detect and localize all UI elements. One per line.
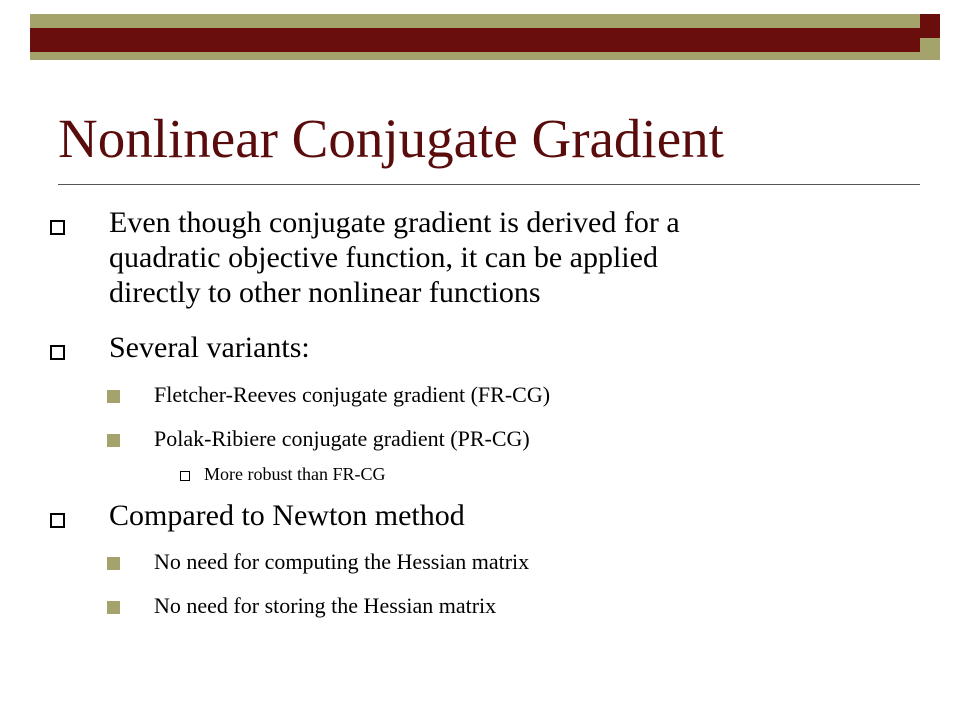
bullet-3 [48,498,908,533]
slide-title: Nonlinear Conjugate Gradient [58,108,724,169]
hollow-square-bullet-icon [50,513,65,528]
bullet-1-line-3: directly to other nonlinear functions [109,276,541,309]
filled-square-bullet-icon [107,601,120,614]
sub-bullet-polak-ribiere [106,425,906,453]
hollow-square-bullet-icon [50,345,65,360]
sub-bullet-fletcher-reeves-text: Fletcher-Reeves conjugate gradient (FR-CG) [154,382,551,407]
filled-square-bullet-icon [107,390,120,403]
sub-bullet-fletcher-reeves [106,381,906,409]
bullet-3-text: Compared to Newton method [109,499,465,532]
bullet-2 [48,330,908,365]
bullet-1 [48,205,908,315]
hollow-square-bullet-icon [180,471,190,481]
hollow-square-bullet-icon [50,220,65,235]
bullet-2-text: Several variants: [109,331,310,364]
sub-sub-bullet-more-robust [180,463,880,485]
filled-square-bullet-icon [107,434,120,447]
sub-bullet-computing-hessian-text: No need for computing the Hessian matrix [154,549,530,574]
sub-bullet-polak-ribiere-text: Polak-Ribiere conjugate gradient (PR-CG) [154,426,530,451]
sub-bullet-computing-hessian [106,548,906,576]
bullet-1-line-1: Even though conjugate gradient is derived for a [109,206,680,239]
sub-sub-bullet-more-robust-text: More robust than FR-CG [204,464,386,484]
sub-bullet-storing-hessian [106,592,906,620]
bullet-1-line-2: quadratic objective function, it can be applied [109,241,658,274]
sub-bullet-storing-hessian-text: No need for storing the Hessian matrix [154,593,497,618]
filled-square-bullet-icon [107,557,120,570]
bullet-1-text [109,205,680,310]
